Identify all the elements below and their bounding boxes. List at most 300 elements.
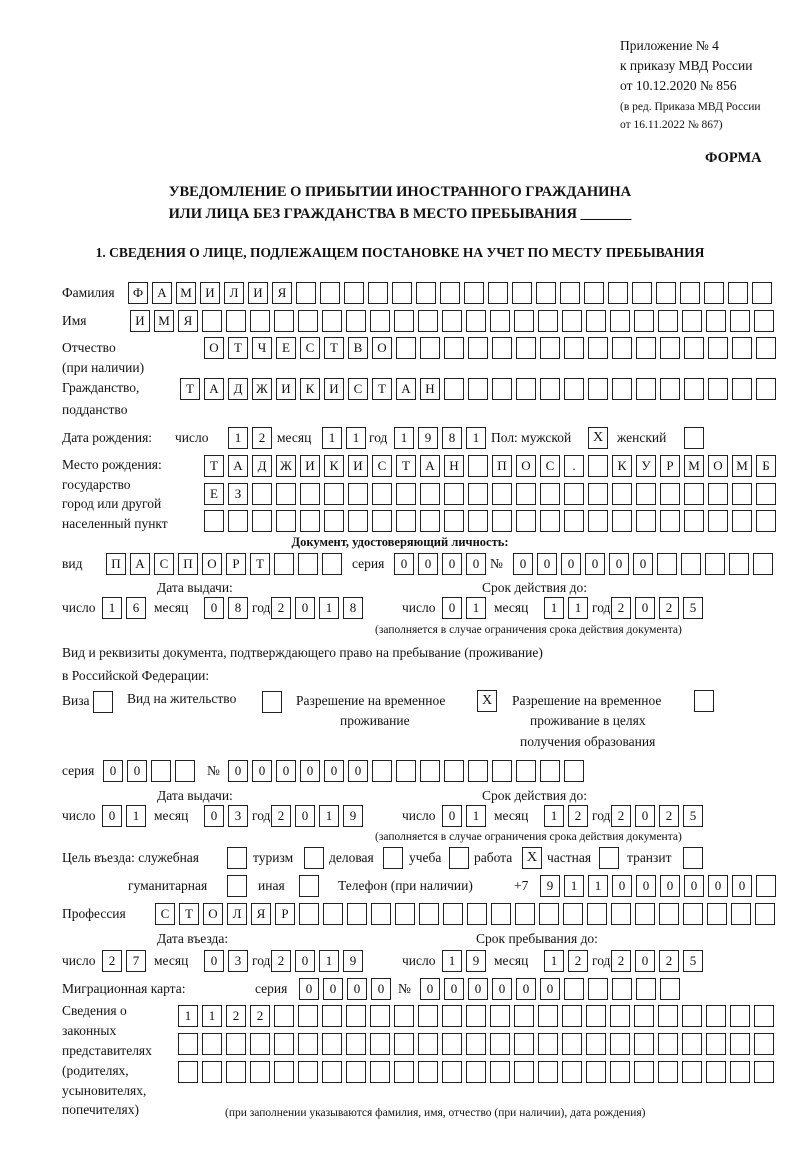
char-cell[interactable]	[298, 553, 318, 575]
char-cell[interactable]	[370, 310, 390, 332]
purpose-private-checkbox[interactable]	[599, 847, 619, 869]
char-cell[interactable]: А	[420, 455, 440, 477]
char-cell[interactable]	[372, 760, 392, 782]
char-cell[interactable]: 0	[347, 978, 367, 1000]
char-cell[interactable]	[322, 553, 342, 575]
char-cell[interactable]	[755, 903, 775, 925]
char-cell[interactable]	[466, 310, 486, 332]
char-cell[interactable]	[514, 1005, 534, 1027]
char-cell[interactable]	[516, 337, 536, 359]
char-cell[interactable]	[442, 1033, 462, 1055]
sex-female-checkbox[interactable]	[684, 427, 704, 449]
char-cell[interactable]: 0	[394, 553, 414, 575]
char-cell[interactable]	[538, 1061, 558, 1083]
char-cell[interactable]	[732, 510, 752, 532]
char-cell[interactable]	[324, 510, 344, 532]
char-cell[interactable]	[562, 310, 582, 332]
char-cell[interactable]	[346, 1005, 366, 1027]
char-cell[interactable]	[490, 1005, 510, 1027]
char-cell[interactable]: С	[155, 903, 175, 925]
char-cell[interactable]: .	[564, 455, 584, 477]
char-cell[interactable]	[396, 483, 416, 505]
char-cell[interactable]: 0	[635, 950, 655, 972]
char-cell[interactable]	[468, 483, 488, 505]
char-cell[interactable]	[178, 1061, 198, 1083]
char-cell[interactable]: 0	[635, 597, 655, 619]
char-cell[interactable]	[728, 282, 748, 304]
char-cell[interactable]	[540, 337, 560, 359]
char-cell[interactable]: М	[684, 455, 704, 477]
char-cell[interactable]	[612, 483, 632, 505]
char-cell[interactable]: 3	[228, 950, 248, 972]
char-cell[interactable]: 1	[394, 427, 414, 449]
char-cell[interactable]	[682, 310, 702, 332]
char-cell[interactable]: И	[324, 378, 344, 400]
char-cell[interactable]: 0	[684, 875, 704, 897]
char-cell[interactable]	[250, 1033, 270, 1055]
char-cell[interactable]	[444, 378, 464, 400]
char-cell[interactable]	[706, 1033, 726, 1055]
char-cell[interactable]	[490, 310, 510, 332]
char-cell[interactable]: О	[203, 903, 223, 925]
char-cell[interactable]	[418, 1061, 438, 1083]
char-cell[interactable]	[634, 1033, 654, 1055]
char-cell[interactable]: 1	[228, 427, 248, 449]
char-cell[interactable]	[488, 282, 508, 304]
char-cell[interactable]	[562, 1061, 582, 1083]
char-cell[interactable]	[634, 310, 654, 332]
char-cell[interactable]	[370, 1033, 390, 1055]
char-cell[interactable]: О	[372, 337, 392, 359]
char-cell[interactable]	[536, 282, 556, 304]
char-cell[interactable]	[443, 903, 463, 925]
char-cell[interactable]	[608, 282, 628, 304]
char-cell[interactable]	[684, 510, 704, 532]
char-cell[interactable]: 1	[202, 1005, 222, 1027]
char-cell[interactable]: 1	[319, 597, 339, 619]
char-cell[interactable]	[348, 483, 368, 505]
char-cell[interactable]	[516, 483, 536, 505]
char-cell[interactable]	[538, 1033, 558, 1055]
char-cell[interactable]: С	[540, 455, 560, 477]
char-cell[interactable]	[706, 1005, 726, 1027]
char-cell[interactable]	[444, 760, 464, 782]
purpose-tourism-checkbox[interactable]	[304, 847, 324, 869]
char-cell[interactable]: 0	[323, 978, 343, 1000]
temp-permit-edu-checkbox[interactable]	[694, 690, 714, 712]
char-cell[interactable]	[706, 1061, 726, 1083]
char-cell[interactable]	[444, 510, 464, 532]
char-cell[interactable]	[252, 483, 272, 505]
char-cell[interactable]	[658, 1061, 678, 1083]
char-cell[interactable]	[588, 455, 608, 477]
char-cell[interactable]	[276, 510, 296, 532]
char-cell[interactable]	[680, 282, 700, 304]
char-cell[interactable]	[732, 483, 752, 505]
char-cell[interactable]: И	[200, 282, 220, 304]
char-cell[interactable]: 1	[466, 427, 486, 449]
char-cell[interactable]	[346, 310, 366, 332]
char-cell[interactable]: 1	[544, 950, 564, 972]
char-cell[interactable]	[250, 1061, 270, 1083]
char-cell[interactable]	[300, 510, 320, 532]
char-cell[interactable]	[512, 282, 532, 304]
char-cell[interactable]	[371, 903, 391, 925]
char-cell[interactable]: 2	[659, 950, 679, 972]
char-cell[interactable]	[396, 337, 416, 359]
char-cell[interactable]	[151, 760, 171, 782]
char-cell[interactable]	[754, 1061, 774, 1083]
char-cell[interactable]	[682, 1033, 702, 1055]
char-cell[interactable]	[588, 337, 608, 359]
char-cell[interactable]	[202, 1061, 222, 1083]
char-cell[interactable]: 0	[636, 875, 656, 897]
char-cell[interactable]: М	[176, 282, 196, 304]
char-cell[interactable]	[346, 1061, 366, 1083]
char-cell[interactable]: 0	[324, 760, 344, 782]
char-cell[interactable]: 0	[732, 875, 752, 897]
char-cell[interactable]	[466, 1005, 486, 1027]
char-cell[interactable]	[298, 1033, 318, 1055]
char-cell[interactable]: Л	[224, 282, 244, 304]
char-cell[interactable]	[564, 378, 584, 400]
char-cell[interactable]: 0	[609, 553, 629, 575]
char-cell[interactable]: 1	[346, 427, 366, 449]
char-cell[interactable]	[392, 282, 412, 304]
char-cell[interactable]: Я	[251, 903, 271, 925]
char-cell[interactable]	[347, 903, 367, 925]
char-cell[interactable]	[492, 378, 512, 400]
char-cell[interactable]	[756, 510, 776, 532]
char-cell[interactable]	[586, 1061, 606, 1083]
char-cell[interactable]	[372, 483, 392, 505]
char-cell[interactable]: 0	[466, 553, 486, 575]
char-cell[interactable]: 2	[611, 950, 631, 972]
char-cell[interactable]	[418, 1005, 438, 1027]
char-cell[interactable]	[442, 1061, 462, 1083]
char-cell[interactable]	[587, 903, 607, 925]
char-cell[interactable]	[540, 760, 560, 782]
char-cell[interactable]: 5	[683, 950, 703, 972]
char-cell[interactable]	[468, 510, 488, 532]
char-cell[interactable]	[636, 378, 656, 400]
char-cell[interactable]: Е	[276, 337, 296, 359]
char-cell[interactable]: Н	[444, 455, 464, 477]
char-cell[interactable]	[322, 310, 342, 332]
char-cell[interactable]: Д	[228, 378, 248, 400]
char-cell[interactable]	[636, 337, 656, 359]
char-cell[interactable]	[516, 760, 536, 782]
char-cell[interactable]: 1	[568, 597, 588, 619]
char-cell[interactable]: 2	[659, 597, 679, 619]
char-cell[interactable]	[420, 760, 440, 782]
char-cell[interactable]	[444, 483, 464, 505]
char-cell[interactable]: Е	[204, 483, 224, 505]
char-cell[interactable]	[754, 1033, 774, 1055]
char-cell[interactable]	[418, 310, 438, 332]
char-cell[interactable]	[396, 510, 416, 532]
char-cell[interactable]: 9	[418, 427, 438, 449]
char-cell[interactable]	[704, 282, 724, 304]
char-cell[interactable]	[420, 483, 440, 505]
char-cell[interactable]: 2	[271, 950, 291, 972]
char-cell[interactable]: 2	[568, 950, 588, 972]
char-cell[interactable]	[656, 282, 676, 304]
char-cell[interactable]	[274, 1005, 294, 1027]
char-cell[interactable]: 1	[564, 875, 584, 897]
char-cell[interactable]	[681, 553, 701, 575]
char-cell[interactable]	[418, 1033, 438, 1055]
char-cell[interactable]	[370, 1061, 390, 1083]
char-cell[interactable]: 1	[544, 805, 564, 827]
char-cell[interactable]	[564, 337, 584, 359]
char-cell[interactable]: И	[276, 378, 296, 400]
char-cell[interactable]: П	[492, 455, 512, 477]
char-cell[interactable]	[296, 282, 316, 304]
char-cell[interactable]	[370, 1005, 390, 1027]
char-cell[interactable]	[730, 1061, 750, 1083]
char-cell[interactable]: Я	[178, 310, 198, 332]
char-cell[interactable]: П	[106, 553, 126, 575]
char-cell[interactable]	[636, 978, 656, 1000]
char-cell[interactable]	[586, 1033, 606, 1055]
char-cell[interactable]: 0	[540, 978, 560, 1000]
char-cell[interactable]	[683, 903, 703, 925]
char-cell[interactable]	[539, 903, 559, 925]
char-cell[interactable]: 7	[126, 950, 146, 972]
char-cell[interactable]	[175, 760, 195, 782]
temp-permit-checkbox[interactable]: X	[477, 690, 497, 712]
char-cell[interactable]	[584, 282, 604, 304]
char-cell[interactable]: Р	[660, 455, 680, 477]
char-cell[interactable]: 0	[444, 978, 464, 1000]
char-cell[interactable]: О	[516, 455, 536, 477]
char-cell[interactable]	[322, 1005, 342, 1027]
char-cell[interactable]: Ф	[128, 282, 148, 304]
char-cell[interactable]: Т	[180, 378, 200, 400]
char-cell[interactable]	[611, 903, 631, 925]
char-cell[interactable]	[274, 553, 294, 575]
purpose-transit-checkbox[interactable]	[683, 847, 703, 869]
char-cell[interactable]: 8	[228, 597, 248, 619]
char-cell[interactable]	[348, 510, 368, 532]
char-cell[interactable]: 0	[371, 978, 391, 1000]
char-cell[interactable]: А	[396, 378, 416, 400]
char-cell[interactable]: 0	[492, 978, 512, 1000]
char-cell[interactable]: 9	[343, 950, 363, 972]
char-cell[interactable]: А	[204, 378, 224, 400]
char-cell[interactable]: 0	[513, 553, 533, 575]
char-cell[interactable]	[588, 978, 608, 1000]
char-cell[interactable]: 2	[271, 597, 291, 619]
char-cell[interactable]: Ж	[276, 455, 296, 477]
char-cell[interactable]	[684, 483, 704, 505]
char-cell[interactable]: Д	[252, 455, 272, 477]
char-cell[interactable]	[684, 378, 704, 400]
char-cell[interactable]: 1	[102, 597, 122, 619]
char-cell[interactable]: 1	[126, 805, 146, 827]
char-cell[interactable]: 2	[250, 1005, 270, 1027]
char-cell[interactable]	[731, 903, 751, 925]
char-cell[interactable]	[323, 903, 343, 925]
char-cell[interactable]	[538, 310, 558, 332]
char-cell[interactable]: 0	[468, 978, 488, 1000]
char-cell[interactable]: 2	[568, 805, 588, 827]
char-cell[interactable]: 0	[612, 875, 632, 897]
char-cell[interactable]	[730, 1005, 750, 1027]
char-cell[interactable]: 2	[226, 1005, 246, 1027]
char-cell[interactable]	[300, 483, 320, 505]
char-cell[interactable]	[396, 760, 416, 782]
char-cell[interactable]	[588, 378, 608, 400]
char-cell[interactable]	[420, 510, 440, 532]
char-cell[interactable]	[202, 310, 222, 332]
char-cell[interactable]	[610, 1005, 630, 1027]
char-cell[interactable]: 0	[103, 760, 123, 782]
char-cell[interactable]	[442, 1005, 462, 1027]
char-cell[interactable]: Т	[204, 455, 224, 477]
purpose-work-checkbox[interactable]: X	[522, 847, 542, 869]
char-cell[interactable]	[395, 903, 415, 925]
char-cell[interactable]	[684, 337, 704, 359]
char-cell[interactable]	[660, 510, 680, 532]
char-cell[interactable]	[322, 1033, 342, 1055]
sex-male-checkbox[interactable]: X	[588, 427, 608, 449]
char-cell[interactable]	[636, 510, 656, 532]
char-cell[interactable]	[632, 282, 652, 304]
char-cell[interactable]: 5	[683, 805, 703, 827]
char-cell[interactable]	[228, 510, 248, 532]
char-cell[interactable]: 5	[683, 597, 703, 619]
char-cell[interactable]	[514, 1033, 534, 1055]
char-cell[interactable]	[274, 1033, 294, 1055]
char-cell[interactable]	[658, 1033, 678, 1055]
visa-checkbox[interactable]	[93, 691, 113, 713]
char-cell[interactable]	[368, 282, 388, 304]
char-cell[interactable]: И	[300, 455, 320, 477]
char-cell[interactable]: 1	[322, 427, 342, 449]
char-cell[interactable]	[419, 903, 439, 925]
char-cell[interactable]	[612, 978, 632, 1000]
char-cell[interactable]	[466, 1033, 486, 1055]
char-cell[interactable]	[732, 378, 752, 400]
char-cell[interactable]	[705, 553, 725, 575]
char-cell[interactable]: С	[300, 337, 320, 359]
char-cell[interactable]	[730, 1033, 750, 1055]
char-cell[interactable]	[564, 978, 584, 1000]
char-cell[interactable]: Т	[396, 455, 416, 477]
char-cell[interactable]: 2	[611, 597, 631, 619]
char-cell[interactable]	[226, 1061, 246, 1083]
char-cell[interactable]: 0	[228, 760, 248, 782]
char-cell[interactable]	[491, 903, 511, 925]
char-cell[interactable]: 8	[343, 597, 363, 619]
char-cell[interactable]	[635, 903, 655, 925]
char-cell[interactable]	[540, 510, 560, 532]
char-cell[interactable]: О	[204, 337, 224, 359]
char-cell[interactable]	[514, 310, 534, 332]
char-cell[interactable]	[563, 903, 583, 925]
char-cell[interactable]	[660, 337, 680, 359]
char-cell[interactable]: 0	[420, 978, 440, 1000]
char-cell[interactable]: У	[636, 455, 656, 477]
char-cell[interactable]	[706, 310, 726, 332]
char-cell[interactable]	[708, 378, 728, 400]
char-cell[interactable]	[468, 455, 488, 477]
char-cell[interactable]	[660, 978, 680, 1000]
char-cell[interactable]: 0	[561, 553, 581, 575]
char-cell[interactable]	[538, 1005, 558, 1027]
residence-permit-checkbox[interactable]	[262, 691, 282, 713]
char-cell[interactable]	[754, 1005, 774, 1027]
char-cell[interactable]	[490, 1061, 510, 1083]
char-cell[interactable]	[756, 483, 776, 505]
char-cell[interactable]	[320, 282, 340, 304]
char-cell[interactable]	[420, 337, 440, 359]
char-cell[interactable]: 0	[300, 760, 320, 782]
char-cell[interactable]	[660, 378, 680, 400]
char-cell[interactable]: 0	[442, 553, 462, 575]
char-cell[interactable]	[444, 337, 464, 359]
char-cell[interactable]: Б	[756, 455, 776, 477]
char-cell[interactable]	[562, 1005, 582, 1027]
char-cell[interactable]: А	[130, 553, 150, 575]
char-cell[interactable]	[708, 510, 728, 532]
char-cell[interactable]: 2	[659, 805, 679, 827]
char-cell[interactable]: 0	[276, 760, 296, 782]
char-cell[interactable]: 0	[102, 805, 122, 827]
char-cell[interactable]	[586, 310, 606, 332]
char-cell[interactable]	[324, 483, 344, 505]
char-cell[interactable]: 9	[343, 805, 363, 827]
char-cell[interactable]: Я	[272, 282, 292, 304]
char-cell[interactable]	[564, 760, 584, 782]
char-cell[interactable]	[658, 310, 678, 332]
char-cell[interactable]	[298, 1061, 318, 1083]
char-cell[interactable]	[729, 553, 749, 575]
char-cell[interactable]: С	[154, 553, 174, 575]
char-cell[interactable]: 0	[585, 553, 605, 575]
char-cell[interactable]	[394, 310, 414, 332]
char-cell[interactable]: 0	[516, 978, 536, 1000]
char-cell[interactable]: 1	[178, 1005, 198, 1027]
char-cell[interactable]: Л	[227, 903, 247, 925]
char-cell[interactable]: Р	[226, 553, 246, 575]
char-cell[interactable]	[298, 310, 318, 332]
char-cell[interactable]	[682, 1061, 702, 1083]
purpose-humanitarian-checkbox[interactable]	[227, 875, 247, 897]
char-cell[interactable]	[442, 310, 462, 332]
char-cell[interactable]	[274, 310, 294, 332]
char-cell[interactable]: К	[324, 455, 344, 477]
char-cell[interactable]: В	[348, 337, 368, 359]
char-cell[interactable]	[226, 1033, 246, 1055]
char-cell[interactable]: 0	[295, 597, 315, 619]
char-cell[interactable]	[202, 1033, 222, 1055]
char-cell[interactable]: 6	[126, 597, 146, 619]
char-cell[interactable]	[492, 483, 512, 505]
char-cell[interactable]	[610, 310, 630, 332]
char-cell[interactable]	[564, 510, 584, 532]
char-cell[interactable]	[394, 1061, 414, 1083]
purpose-business-checkbox[interactable]	[383, 847, 403, 869]
char-cell[interactable]: 0	[418, 553, 438, 575]
char-cell[interactable]: Т	[324, 337, 344, 359]
char-cell[interactable]: О	[202, 553, 222, 575]
char-cell[interactable]	[204, 510, 224, 532]
char-cell[interactable]: 0	[442, 805, 462, 827]
char-cell[interactable]: М	[154, 310, 174, 332]
